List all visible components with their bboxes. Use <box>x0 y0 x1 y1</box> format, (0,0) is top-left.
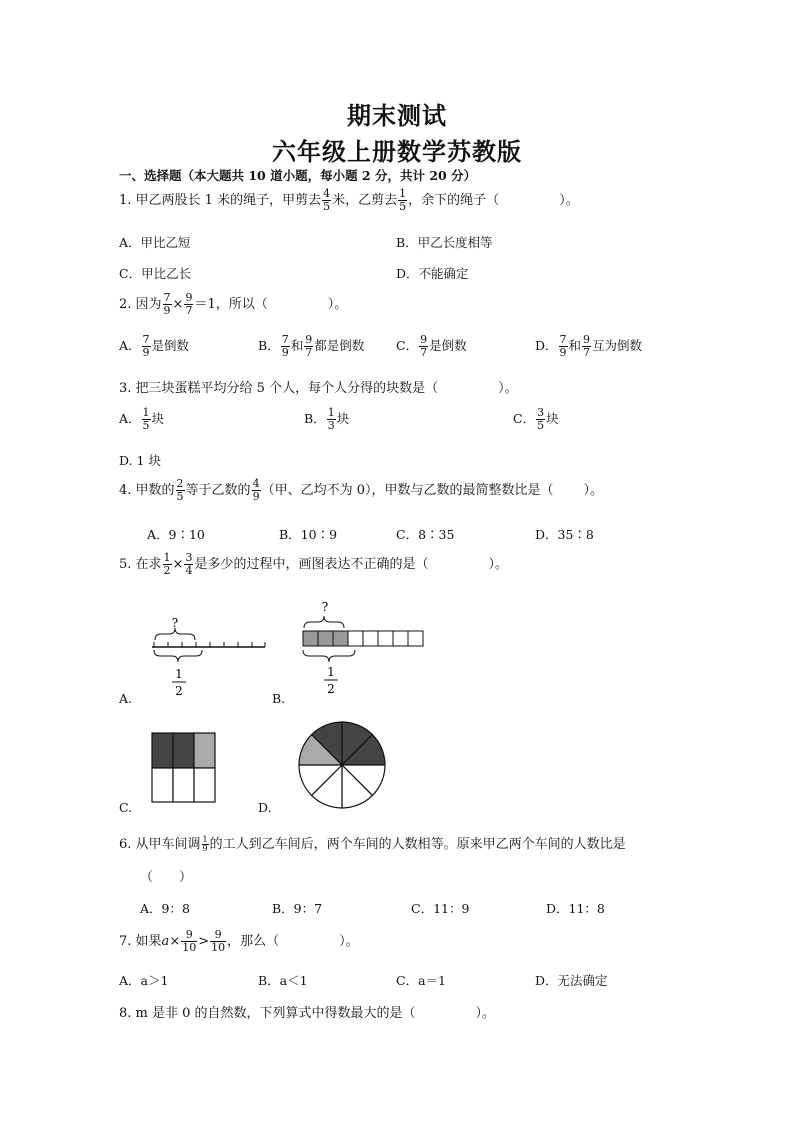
half-numerator: 1 <box>175 667 183 681</box>
q6-text-a: 6. 从甲车间调 <box>119 837 201 852</box>
q1-option-d: D．不能确定 <box>396 266 469 281</box>
q2-option-c: C． $\frac{9}{7}$ 是倒数 <box>396 333 467 359</box>
q7-option-a: A．a＞1 <box>119 973 169 988</box>
times-sign: × <box>172 557 184 572</box>
q5-text-a: 5. 在求 <box>119 557 162 572</box>
figure-c-grid <box>152 733 215 802</box>
q5-text-c: ）。 <box>488 557 508 572</box>
q8-text-b: ）。 <box>475 1006 496 1021</box>
q1-text-d: ）。 <box>559 193 579 208</box>
answer-blank[interactable]: （ ） <box>140 870 193 885</box>
times-sign: × <box>172 297 184 312</box>
page-subtitle: 六年级上册数学苏教版 <box>272 137 522 166</box>
q7-fraction-1: $\frac{9}{10}$ <box>182 928 197 954</box>
question-4 <box>119 478 603 503</box>
figure-d-circle <box>299 722 385 808</box>
half-denominator: 2 <box>327 682 335 696</box>
q1-text-a: 1. 甲乙两股长 1 米的绳子，甲剪去 <box>119 193 322 208</box>
q6-option-b: B．9：7 <box>272 901 323 916</box>
q7-option-d: D．无法确定 <box>535 973 608 988</box>
q1-text-b: 米，乙剪去 <box>332 193 398 208</box>
bottom-brace <box>154 650 202 662</box>
page-title: 期末测试 <box>347 101 447 130</box>
top-brace <box>304 616 344 628</box>
q1-text-c: ，余下的绳子（ <box>408 193 500 208</box>
q5-option-b-label: B. <box>272 691 286 706</box>
half-numerator: 1 <box>327 665 335 679</box>
q4-text-a: 4. 甲数的 <box>119 483 175 498</box>
q8-text: 8. m 是非 0 的自然数，下列算式中得数最大的是（ <box>119 1006 416 1021</box>
top-brace <box>155 628 195 640</box>
q7-text-b: ，那么（ <box>227 934 280 949</box>
q6-option-d: D．11：8 <box>546 901 605 916</box>
question-mark: ? <box>171 616 179 630</box>
q3-text-a: 3. 把三块蛋糕平均分给 5 个人，每个人分得的块数是（ <box>119 381 439 396</box>
q6-text-b: 的工人到乙车间后，两个车间的人数相等。原来甲乙两个车间的人数比是 <box>209 837 626 852</box>
section-heading: 一、选择题（本大题共 10 道小题，每小题 2 分，共计 20 分） <box>119 168 477 183</box>
q6-option-a: A．9：8 <box>140 901 190 916</box>
q2-fraction-1: $\frac{7}{9}$ <box>163 291 171 317</box>
q5-figures <box>110 595 470 820</box>
question-5 <box>119 552 508 577</box>
q7-text-a: 7. 如果 <box>119 934 162 949</box>
times-sign: × <box>169 934 181 949</box>
q4-option-a: A．9∶10 <box>147 527 205 542</box>
greater-than-sign: > <box>198 934 210 949</box>
q2-option-a: A． $\frac{7}{9}$ 是倒数 <box>119 333 190 359</box>
half-denominator: 2 <box>175 684 183 698</box>
q3-text-b: ）。 <box>498 381 518 396</box>
bottom-brace <box>303 650 355 662</box>
figure-b-strip <box>303 600 423 696</box>
q4-option-b: B．10∶9 <box>279 527 338 542</box>
q7-fraction-2: $\frac{9}{10}$ <box>211 928 226 954</box>
q3-option-c: C． $\frac{3}{5}$ 块 <box>513 406 559 432</box>
q2-option-b: B． $\frac{7}{9}$ 和 $\frac{9}{7}$ 都是倒数 <box>258 333 365 359</box>
q1-option-a: A．甲比乙短 <box>119 235 191 250</box>
q7-option-c: C．a＝1 <box>396 973 446 988</box>
question-3 <box>119 377 518 396</box>
q5-fraction-1: $\frac{1}{2}$ <box>163 551 171 577</box>
q1-fraction-1: $\frac{4}{5}$ <box>323 187 331 213</box>
q7-option-b: B．a＜1 <box>258 973 308 988</box>
q4-text-c: （甲、乙均不为 0），甲数与乙数的最简整数比是（ <box>261 483 554 498</box>
question-1 <box>119 188 579 213</box>
q4-text-d: ）。 <box>583 483 603 498</box>
variable-a: a <box>161 934 170 949</box>
q3-option-b: B． $\frac{1}{3}$ 块 <box>304 406 350 432</box>
q5-option-c-label: C. <box>119 800 133 815</box>
q4-text-b: 等于乙数的 <box>185 483 251 498</box>
q4-fraction-2: $\frac{4}{9}$ <box>252 477 260 503</box>
q2-option-d: D． $\frac{7}{9}$ 和 $\frac{9}{7}$ 互为倒数 <box>535 333 643 359</box>
q1-fraction-2: $\frac{1}{5}$ <box>399 187 407 213</box>
q5-option-d-label: D. <box>258 800 272 815</box>
q5-fraction-2: $\frac{3}{4}$ <box>185 551 193 577</box>
q2-text-c: ）。 <box>327 297 348 312</box>
question-mark: ? <box>321 600 329 614</box>
question-8 <box>119 1002 495 1021</box>
q4-option-c: C．8∶35 <box>396 527 455 542</box>
question-6 <box>119 833 626 853</box>
q5-text-b: 是多少的过程中，画图表达不正确的是（ <box>194 557 429 572</box>
figure-a-number-line <box>152 616 265 698</box>
q2-text-b: ＝1，所以（ <box>194 297 268 312</box>
q4-option-d: D．35∶8 <box>535 527 594 542</box>
q1-option-c: C．甲比乙长 <box>119 266 192 281</box>
q6-option-c: C．11：9 <box>411 901 470 916</box>
q2-text-a: 2. 因为 <box>119 297 162 312</box>
q7-text-c: ）。 <box>339 934 359 949</box>
q3-option-a: A． $\frac{1}{5}$ 块 <box>119 406 165 432</box>
question-2 <box>119 292 347 317</box>
q3-option-d: D. 1 块 <box>119 453 161 468</box>
q4-fraction-1: $\frac{2}{5}$ <box>176 477 184 503</box>
question-7 <box>119 929 359 954</box>
q2-fraction-2: $\frac{9}{7}$ <box>185 291 193 317</box>
q1-option-b: B．甲乙长度相等 <box>396 235 493 250</box>
q6-fraction: $\frac{1}{9}$ <box>202 835 208 853</box>
q5-option-a-label: A. <box>119 691 133 706</box>
